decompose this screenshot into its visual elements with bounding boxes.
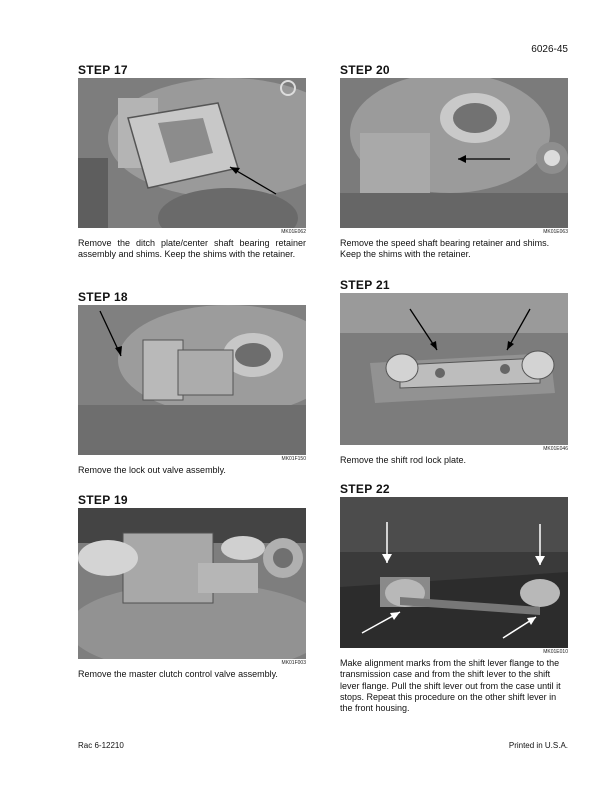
footer-document-code: Rac 6-12210 (78, 741, 124, 750)
step-20-image-code: MK01E063 (543, 229, 568, 235)
page-number: 6026-45 (531, 44, 568, 55)
step-20-photo (340, 78, 568, 228)
step-19-title: STEP 19 (78, 493, 128, 507)
step-21-text: Remove the shift rod lock plate. (340, 455, 467, 465)
step-20-text: Remove the speed shaft bearing retainer and shims. Keep the shims with the retainer. (340, 238, 550, 260)
step-17-title: STEP 17 (78, 63, 128, 77)
step-22-text: Make alignment marks from the shift lever flange to the transmission case and from the shift lever to the shift lever flange. Pull the shift lever out from the case until it stops. Repeat this procedure on the other shift lever in the front housing. (340, 658, 561, 714)
step-22-image-code: MK01E010 (543, 649, 568, 655)
step-21-title: STEP 21 (340, 278, 390, 292)
step-19-photo (78, 508, 306, 659)
step-18-text: Remove the lock out valve assembly. (78, 465, 226, 475)
step-19-text: Remove the master clutch control valve assembly. (78, 669, 278, 679)
step-22-photo (340, 497, 568, 648)
step-18-photo (78, 305, 306, 455)
step-17-text: Remove the ditch plate/center shaft bearing retainer assembly and shims. Keep the shims with the retainer. (78, 238, 306, 260)
step-22-title: STEP 22 (340, 482, 390, 496)
footer-printed-in: Printed in U.S.A. (508, 741, 568, 750)
step-20-title: STEP 20 (340, 63, 390, 77)
step-17-image-code: MK01E062 (281, 229, 306, 235)
step-17-photo (78, 78, 306, 228)
step-21-photo (340, 293, 568, 445)
step-19-image-code: MK01F003 (281, 660, 306, 666)
step-18-image-code: MK01F150 (281, 456, 306, 462)
step-18-title: STEP 18 (78, 290, 128, 304)
step-21-image-code: MK01E046 (543, 446, 568, 452)
